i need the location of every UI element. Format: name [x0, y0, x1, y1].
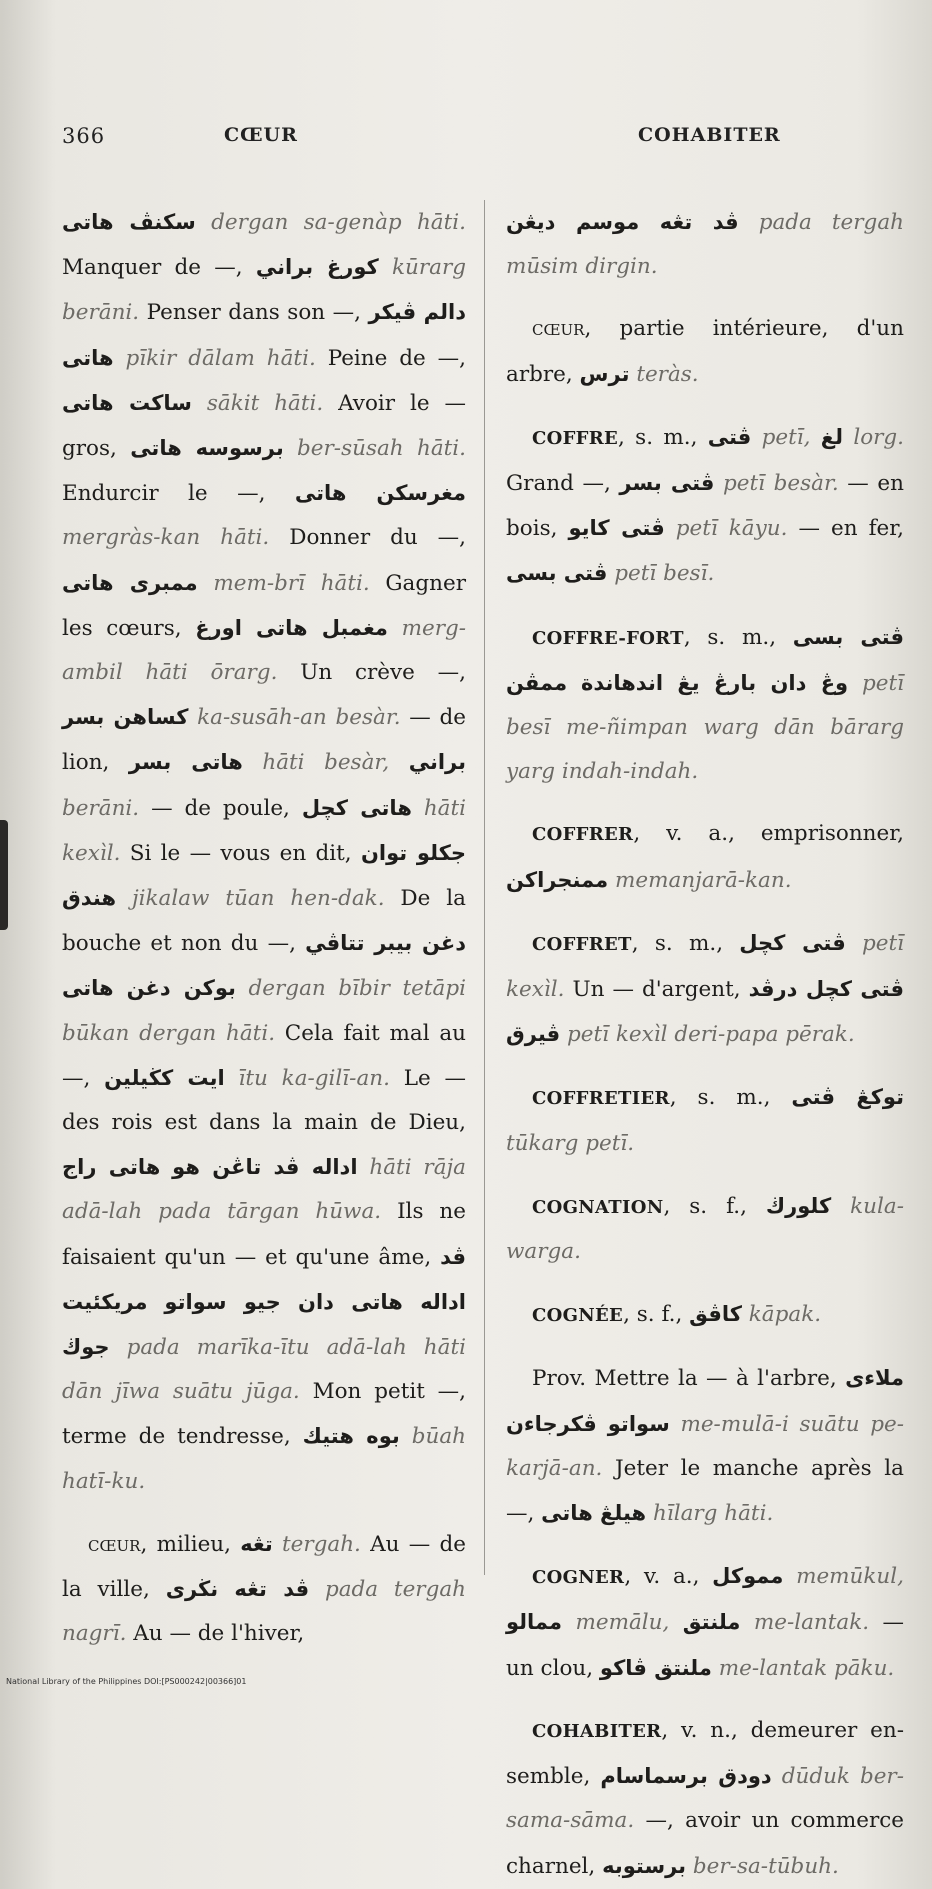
transliteration: hāti besàr, — [262, 750, 390, 776]
headword: COFFRET — [532, 933, 632, 955]
transliteration: petī kāyu. — [675, 516, 788, 542]
scan-footer: National Library of the Philippines DOI:[PS000242|00366]01 — [6, 1677, 247, 1686]
headword: COFFRE — [532, 427, 619, 449]
entry-paragraph — [62, 200, 466, 1504]
arabic-script: مغرسكن هاتى — [294, 481, 467, 506]
headword: COHABITER — [532, 1720, 662, 1742]
entry-paragraph — [506, 812, 904, 902]
transliteration: pada tergah mūsim dirgin. — [506, 210, 904, 280]
arabic-script: سكنڤ هاتى — [62, 210, 196, 234]
text — [646, 1501, 653, 1526]
text — [848, 671, 862, 696]
transliteration: kula-warga. — [506, 1193, 904, 1265]
text — [148, 1290, 165, 1315]
arabic-script: ڤد تڠه نڬرى — [165, 1577, 310, 1602]
text: , s. m., — [683, 624, 793, 650]
arabic-script: ڤتى بسى ممڤن — [506, 624, 904, 695]
text: , v. a., — [624, 1564, 713, 1590]
text — [739, 210, 759, 235]
text: Endurcir le —, — [62, 481, 295, 507]
text — [236, 976, 249, 1001]
text: — de poule, — [139, 795, 302, 821]
arabic-script: دودق برسماسام — [600, 1764, 772, 1789]
entry-paragraph — [506, 1184, 904, 1274]
transliteration: memanjarā-kan. — [615, 867, 792, 893]
text — [712, 1656, 719, 1681]
entry-paragraph — [506, 1554, 904, 1691]
arabic-script: ڤتى كچل — [739, 930, 846, 955]
transliteration: petī kexìl. — [506, 930, 904, 1003]
arabic-script: ممنجراكن — [506, 867, 609, 892]
transliteration: teràs. — [636, 361, 699, 387]
transliteration: kāpak. — [748, 1302, 822, 1328]
text — [560, 1022, 567, 1047]
entry-paragraph — [62, 1522, 466, 1657]
text: Cela fait mal au —, — [62, 1020, 466, 1091]
text — [742, 1302, 749, 1327]
text: Un crève —, — [277, 660, 466, 686]
text — [243, 750, 263, 775]
text — [388, 616, 402, 641]
text: Ils ne faisaient qu'un — et qu'une âme, — [62, 1199, 466, 1270]
text: Donner du —, — [269, 525, 466, 551]
text: Grand —, — [506, 471, 620, 497]
transliteration: tūkarg petī. — [506, 1130, 635, 1156]
transliteration: sākit hāti. — [206, 390, 324, 416]
headword: COGNER — [532, 1567, 625, 1589]
arabic-script: ڤتى بسى — [506, 561, 608, 586]
arabic-script: ڤتى بسر — [619, 471, 715, 496]
transliteration: petī besī. — [614, 561, 715, 587]
transliteration: ka-susāh-an besàr. — [197, 705, 401, 731]
text: Au — de la ville, — [62, 1531, 466, 1603]
text: , partie intérieure, d'un arbre, — [506, 316, 904, 387]
text — [567, 671, 581, 696]
text: , v. n., demeurer en-semble, — [506, 1717, 904, 1790]
text — [412, 796, 424, 821]
transliteration: kūrarg berāni. — [62, 255, 466, 326]
arabic-script: جكلو توان هندق — [62, 840, 466, 911]
text — [358, 1155, 370, 1180]
text: — un clou, — [506, 1610, 904, 1681]
transliteration: lorg. — [853, 424, 905, 450]
arabic-script: هاتى بسر — [128, 750, 243, 775]
entry-paragraph — [506, 1709, 904, 1889]
transliteration: jikalaw tūan hen-dak. — [131, 886, 385, 912]
transliteration: petī besàr. — [723, 471, 839, 497]
text: Au — de l'hiver, — [126, 1621, 305, 1647]
small-caps-word: cœur — [88, 1531, 141, 1557]
text — [783, 1564, 796, 1589]
text: , s. m., — [618, 424, 708, 450]
arabic-script: هاتى كچل — [301, 795, 412, 820]
transliteration: ber-sa-tūbuh. — [692, 1853, 839, 1879]
arabic-script: ايت كڬيلين — [104, 1065, 225, 1090]
headword: COGNATION — [532, 1196, 664, 1218]
text — [740, 1610, 753, 1635]
arabic-script: مغمبل هاتى اورغ — [195, 615, 388, 640]
transliteration: mem-brī hāti. — [213, 570, 370, 596]
headword: COFFRE-FORT — [532, 627, 684, 649]
text — [670, 1412, 681, 1437]
arabic-script: ڤيرق — [506, 1022, 561, 1047]
transliteration: pīkir dālam hāti. — [125, 345, 316, 371]
text — [192, 391, 207, 416]
text — [843, 425, 853, 450]
arabic-script: توكڠ ڤتى — [791, 1085, 904, 1110]
text: , s. m., — [631, 930, 740, 956]
arabic-script: ساكت هاتى — [62, 390, 192, 415]
transliteration: tergah. — [281, 1531, 361, 1557]
transliteration: ītu ka-gilī-an. — [238, 1065, 390, 1091]
right-column — [506, 200, 904, 1889]
transliteration: berāni. — [62, 795, 140, 821]
entry-paragraph — [506, 415, 904, 597]
entry-paragraph — [506, 1292, 904, 1338]
arabic-script: ڤد مريكئيت — [62, 1244, 466, 1314]
transliteration: hāti rāja adā-lah pada tārgan hūwa. — [62, 1155, 466, 1225]
transliteration: dergan sa-genàp hāti. — [211, 210, 466, 235]
text — [273, 1532, 282, 1557]
scan-edge-mark — [0, 820, 8, 930]
text: Mon petit —, terme de tendresse, — [62, 1379, 466, 1450]
arabic-script: اداله هاتى دان جيو سواتو جوڬ — [62, 1289, 466, 1360]
transliteration: petī kexìl deri-papa pērak. — [567, 1022, 855, 1048]
entry-paragraph — [506, 200, 904, 289]
transliteration: pada tergah nagrī. — [62, 1577, 467, 1647]
arabic-script: ترس — [579, 361, 630, 386]
transliteration: dūduk ber-sama-sāma. — [506, 1764, 904, 1834]
arabic-script: ڤتى — [707, 424, 752, 449]
arabic-script: ملنتق ڤاكو — [599, 1655, 712, 1680]
arabic-script: لغ — [820, 424, 843, 449]
arabic-script: هيلڠ هاتى — [541, 1501, 647, 1526]
text: Avoir le — gros, — [62, 390, 466, 462]
small-caps-word: cœur — [532, 316, 585, 342]
right-running-head: COHABITER — [638, 124, 781, 146]
arabic-script: اداله ڤد تاڠن هو — [172, 1155, 358, 1180]
entry-paragraph — [506, 307, 904, 396]
arabic-script: ملاءى سواتو ڤكرجاءن — [506, 1366, 904, 1436]
text: — de lion, — [62, 705, 466, 776]
entry-paragraph — [506, 1075, 904, 1165]
text: , milieu, — [140, 1531, 241, 1557]
headword: COFFRETIER — [532, 1088, 670, 1110]
text: Prov. Mettre la — à l'arbre, — [532, 1366, 846, 1392]
transliteration: hīlarg hāti. — [652, 1501, 774, 1527]
left-running-head: CŒUR — [224, 124, 298, 146]
text — [188, 705, 197, 730]
text: Peine de —, — [315, 345, 466, 371]
text — [400, 1424, 412, 1449]
text: Manquer de —, — [62, 255, 256, 281]
text — [110, 1335, 127, 1360]
arabic-script: كاڤق — [689, 1302, 742, 1327]
text: , s. f., — [623, 1302, 690, 1328]
transliteration: merg-ambil hāti ōrarg. — [62, 615, 467, 686]
text — [686, 1854, 693, 1879]
text: , v. a., emprisonner, — [633, 821, 904, 847]
text — [714, 471, 723, 496]
transliteration: mergràs-kan hāti. — [62, 525, 270, 551]
arabic-script: دالم هاتى — [62, 300, 466, 370]
arabic-script: برستوبه — [602, 1853, 687, 1878]
transliteration: me-lantak pāku. — [718, 1655, 895, 1681]
text — [198, 571, 214, 596]
arabic-script: ملنتق — [682, 1610, 741, 1635]
transliteration: me-mulā-i suātu pe-karjā-an. — [506, 1411, 904, 1481]
text — [225, 1066, 239, 1091]
arabic-script: وڠ دان بارڠ يڠ اندهاندة — [580, 670, 849, 695]
arabic-script: ڤد تڠه موسم ديڠن — [506, 210, 739, 234]
arabic-script: براني — [408, 750, 466, 775]
text: Si le — vous en dit, — [120, 840, 361, 866]
arabic-script: ممبرى هاتى — [62, 570, 198, 595]
transliteration: hāti kexìl. — [62, 795, 467, 866]
text: , s. m., — [669, 1085, 792, 1111]
arabic-script: كورغ براني — [255, 255, 379, 280]
arabic-script: بوه هتيك — [302, 1424, 400, 1449]
text — [309, 1577, 325, 1602]
text — [665, 516, 676, 541]
text — [196, 210, 211, 235]
arabic-script: ڤتى كچل درڤد — [748, 977, 904, 1002]
transliteration: petī besī me-ñimpan warg dān bārarg yarg indah-indah. — [506, 670, 904, 785]
left-column — [62, 200, 466, 1657]
arabic-script: دغن بيبر تتاڤي بوكن دغن هاتى — [62, 931, 466, 1001]
text — [116, 886, 132, 911]
transliteration: memālu, — [575, 1610, 670, 1636]
arabic-script: كلورڬ — [765, 1193, 832, 1218]
text: Le — des rois est dans la main de Dieu, — [62, 1065, 467, 1136]
text — [160, 1155, 172, 1180]
text — [379, 255, 392, 280]
text — [389, 750, 409, 775]
text: Un — d'argent, — [564, 977, 749, 1003]
transliteration: memūkul, — [796, 1564, 904, 1590]
text: —, avoir un commerce charnel, — [506, 1808, 904, 1879]
text — [831, 1194, 850, 1219]
text: Jeter le manche après la —, — [506, 1455, 904, 1527]
text: — en bois, — [506, 471, 904, 542]
text — [846, 931, 862, 956]
text — [751, 425, 761, 450]
headword: COFFRER — [532, 824, 634, 846]
text: Gagner les cœurs, — [62, 570, 466, 641]
entry-paragraph — [506, 1356, 904, 1536]
text: , s. f., — [663, 1193, 766, 1219]
transliteration: būah hatī-ku. — [62, 1424, 466, 1494]
arabic-script: مموكل — [712, 1564, 784, 1589]
transliteration: dergan bībir tetāpi būkan dergan hāti. — [62, 976, 466, 1046]
transliteration: pada marīka-ītu adā-lah hāti dān jīwa suātu jūga. — [62, 1335, 466, 1405]
arabic-script: ڤيكر — [368, 300, 417, 325]
arabic-script: ڤتى كايو — [568, 516, 665, 541]
text: — en fer, — [787, 516, 904, 542]
page-number: 366 — [62, 124, 106, 148]
text — [416, 300, 424, 325]
transliteration: petī, — [761, 424, 811, 450]
transliteration: ber-sūsah hāti. — [297, 436, 466, 462]
arabic-script: هاتى راج — [62, 1155, 161, 1180]
text — [772, 1764, 782, 1789]
text: Penser dans son —, — [139, 300, 369, 326]
text — [114, 346, 126, 371]
text — [669, 1610, 682, 1635]
entry-paragraph — [506, 921, 904, 1058]
column-divider — [484, 200, 485, 1575]
arabic-script: برسوسه هاتى — [130, 436, 284, 461]
entry-paragraph — [506, 615, 904, 795]
text — [810, 425, 820, 450]
text: De la bouche et non du —, — [62, 886, 466, 957]
headword: COGNÉE — [532, 1305, 624, 1327]
transliteration: me-lantak. — [753, 1610, 870, 1636]
arabic-script: ممالو — [506, 1610, 563, 1635]
arabic-script: تڠه — [240, 1531, 273, 1556]
text — [608, 868, 615, 893]
text — [562, 1610, 575, 1635]
arabic-script: كساهن بسر — [62, 705, 189, 730]
text — [284, 436, 297, 461]
